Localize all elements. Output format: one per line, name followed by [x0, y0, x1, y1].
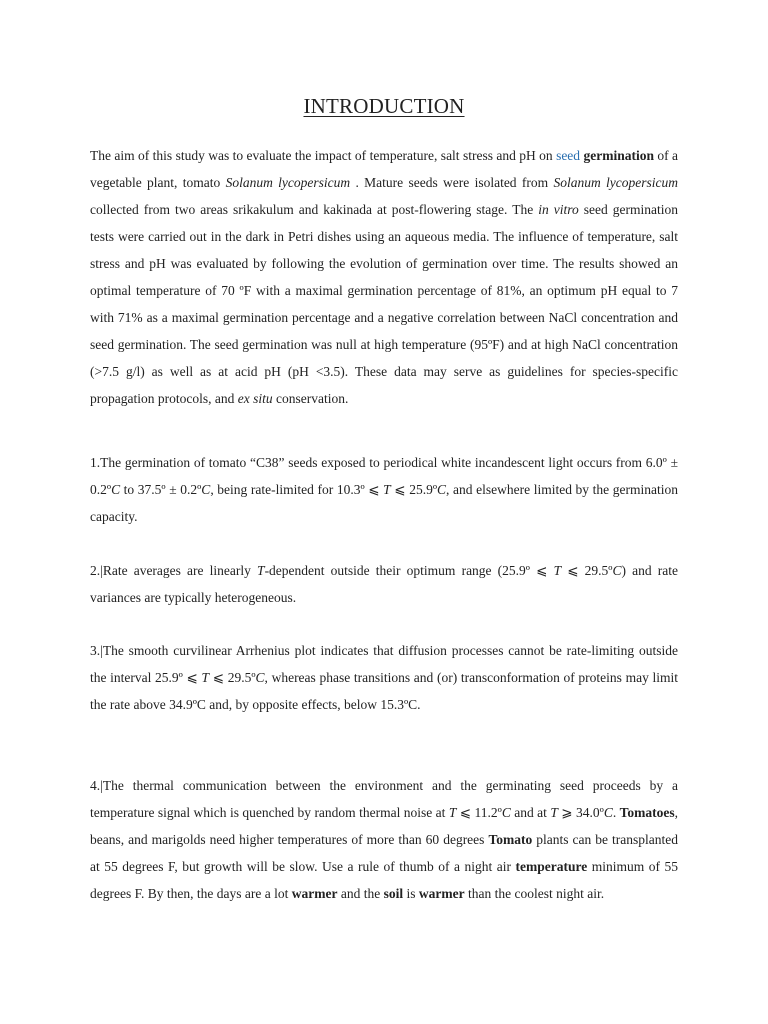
abstract-paragraph	[90, 142, 678, 412]
text-run: ⩾ 34.0º	[557, 805, 604, 820]
text-run: 4.|The thermal communication between the environment and the germinating seed proceeds by a temperature signal which is quenched by random thermal noise at	[90, 778, 678, 820]
bold-term: germination	[583, 148, 654, 163]
text-run: plants can be transplanted at 55 degrees F, but growth will be slow. Use a rule of thumb of a night air	[90, 832, 678, 874]
math-symbol: T	[550, 805, 558, 820]
text-run: and the	[337, 886, 384, 901]
text-run: conservation.	[272, 391, 349, 406]
text-run: 2.|Rate averages are linearly	[90, 563, 258, 578]
text-run: of a vegetable plant, tomato	[90, 148, 679, 190]
math-symbol: T	[553, 563, 562, 578]
page-title	[0, 94, 768, 119]
text-run: than the coolest night air.	[464, 886, 605, 901]
numbered-paragraph-1	[90, 449, 678, 530]
bold-term: temperature	[515, 859, 588, 874]
text-run: .	[612, 805, 620, 820]
numbered-paragraph-2	[90, 557, 678, 611]
text-run: ⩽ 25.9º	[390, 482, 438, 497]
text-run: , and elsewhere limited by the germination capacity.	[90, 482, 678, 524]
seed-link[interactable]: seed	[556, 148, 581, 163]
math-symbol: C	[612, 563, 622, 578]
numbered-paragraph-4	[90, 772, 678, 907]
text-run: seed germination tests were carried out in the dark in Petri dishes using an aqueous media. The influence of temperature, salt stress and pH was evaluated by following the evolution of germination over time. The results showed an optimal temperature of 70 ºF with a maximal germination percentage of 81%, an optimum pH equal to 7 with 71% as a maximal germination percentage and a negative correlation between NaCl concentration and seed germination. The seed germination was null at high temperature (95ºF) and at high NaCl concentration (>7.5 g/l) as well as at acid pH (pH <3.5). These data may serve as guidelines for species-specific propagation protocols, and	[90, 202, 679, 406]
text-run: collected from two areas srikakulum and kakinada at post-flowering stage. The	[90, 202, 539, 217]
text-run: , whereas phase transitions and (or) transconformation of proteins may limit the rate above 34.9ºC and, by opposite effects, below 15.3ºC.	[90, 670, 678, 712]
text-run: 3.|The smooth curvilinear Arrhenius plot indicates that diffusion processes cannot be rate-limiting outside the interval 25.9º ⩽	[90, 643, 678, 685]
bold-term: warmer	[418, 886, 465, 901]
text-run: . Mature seeds were isolated from	[350, 175, 554, 190]
text-run: and at	[510, 805, 551, 820]
math-symbol: T	[201, 670, 210, 685]
math-symbol: C	[111, 482, 121, 497]
bold-term: Tomatoes	[619, 805, 675, 820]
text-run: ⩽ 29.5º	[209, 670, 256, 685]
math-symbol: C	[437, 482, 447, 497]
text-run: -dependent outside their optimum range (25.9º ⩽	[264, 563, 554, 578]
text-run: is	[403, 886, 419, 901]
text-run: ⩽ 29.5º	[561, 563, 613, 578]
text-run: ) and rate variances are typically heterogeneous.	[90, 563, 679, 605]
page-title-text: INTRODUCTION	[303, 94, 465, 118]
math-symbol: T	[448, 805, 457, 820]
math-symbol: C	[201, 482, 211, 497]
text-run: minimum of 55 degrees F. By then, the days are a lot	[90, 859, 678, 901]
text-run: ⩽ 11.2º	[456, 805, 502, 820]
text-run: The aim of this study was to evaluate the impact of temperature, salt stress and pH on	[90, 148, 557, 163]
math-symbol: T	[257, 563, 265, 578]
numbered-paragraph-3	[90, 637, 678, 718]
italic-term: in vitro	[538, 202, 579, 217]
bold-term: Tomato	[488, 832, 533, 847]
text-run: to 37.5º ± 0.2º	[120, 482, 202, 497]
math-symbol: C	[501, 805, 511, 820]
bold-term: soil	[383, 886, 404, 901]
text-run: 1.The germination of tomato “C38” seeds exposed to periodical white incandescent light occurs from 6.0º ± 0.2º	[90, 455, 678, 497]
species-name: Solanum lycopersicum	[553, 175, 679, 190]
species-name: Solanum lycopersicum	[225, 175, 351, 190]
text-run: , beans, and marigolds need higher temperatures of more than 60 degrees	[90, 805, 679, 847]
italic-term: ex situ	[237, 391, 273, 406]
text-run: , being rate-limited for 10.3º ⩽	[210, 482, 384, 497]
bold-term: warmer	[291, 886, 338, 901]
math-symbol: C	[603, 805, 613, 820]
math-symbol: T	[383, 482, 391, 497]
math-symbol: C	[255, 670, 265, 685]
